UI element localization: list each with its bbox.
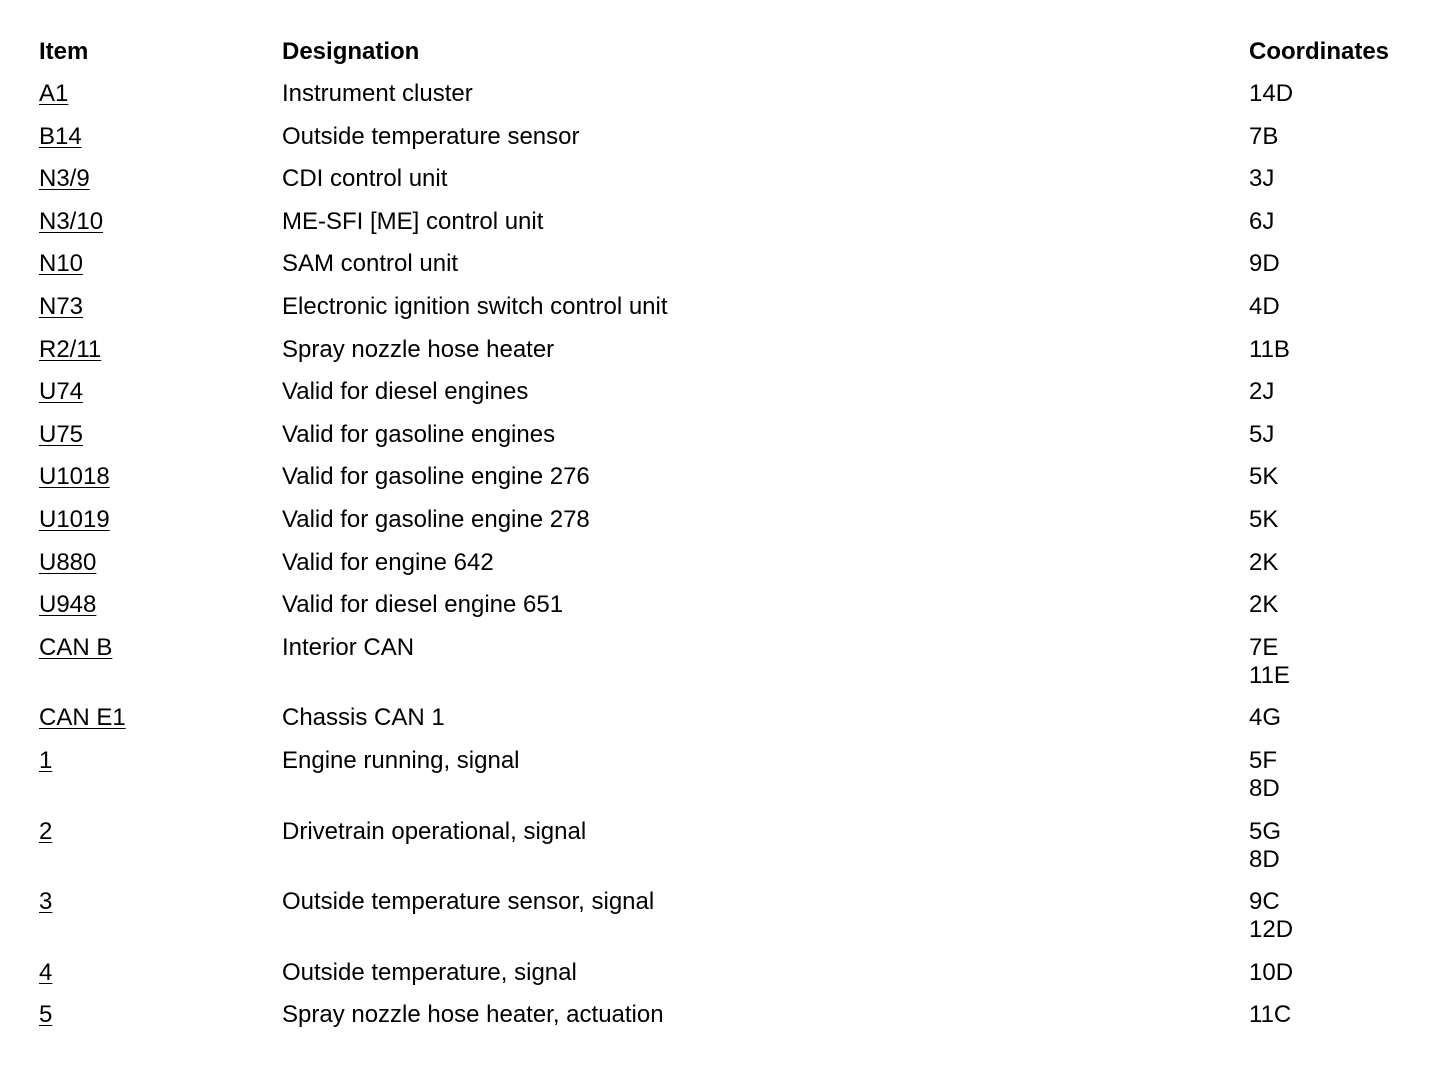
coordinate-value: 2K: [1249, 591, 1279, 619]
coordinates-cell: [1249, 378, 1419, 406]
designation-cell: Drivetrain operational, signal: [282, 817, 587, 845]
item-cell: [39, 336, 282, 364]
item-link[interactable]: CAN E1: [39, 704, 126, 732]
item-link[interactable]: 4: [39, 958, 53, 986]
designation-cell: Outside temperature sensor, signal: [282, 888, 655, 916]
coordinate-value: 14D: [1249, 80, 1294, 107]
item-cell: [39, 165, 282, 193]
coordinates-cell: [1249, 1001, 1419, 1029]
designation-cell: Interior CAN: [282, 633, 415, 661]
table-row: [39, 123, 1419, 166]
coordinates-cell: [1249, 818, 1419, 874]
coordinate-value: 9D: [1249, 250, 1280, 278]
coordinates-cell: [1249, 888, 1419, 944]
coordinate-value: 7E: [1249, 633, 1279, 661]
coordinates-cell: [1249, 421, 1419, 449]
table-header: [39, 38, 1419, 80]
designation-cell: ME-SFI [ME] control unit: [282, 207, 544, 235]
coordinate-value: 5G: [1249, 817, 1282, 845]
item-link[interactable]: B14: [39, 122, 82, 150]
item-cell: [39, 704, 282, 732]
coordinate-value: 11C: [1249, 1001, 1292, 1029]
coordinate-value: 8D: [1249, 774, 1280, 802]
coordinate-value: 5J: [1249, 420, 1275, 448]
item-cell: [39, 123, 282, 151]
table-row: [39, 506, 1419, 549]
item-link[interactable]: 2: [39, 817, 53, 845]
designation-cell: CDI control unit: [282, 165, 448, 193]
table-row: [39, 1001, 1419, 1044]
coordinate-value: 12D: [1249, 916, 1294, 944]
coordinates-cell: [1249, 634, 1419, 690]
item-link[interactable]: U948: [39, 591, 97, 619]
coordinates-cell: [1249, 506, 1419, 534]
item-cell: [39, 293, 282, 321]
coordinate-value: 11B: [1249, 335, 1290, 363]
table-row: [39, 293, 1419, 336]
designation-cell: Valid for gasoline engine 276: [282, 463, 590, 491]
designation-cell: Valid for gasoline engines: [282, 420, 556, 448]
designation-cell: SAM control unit: [282, 250, 459, 278]
item-link[interactable]: 1: [39, 746, 53, 774]
header-designation: Designation: [282, 38, 420, 65]
coordinates-cell: [1249, 959, 1419, 987]
coordinates-cell: [1249, 747, 1419, 803]
item-cell: [39, 747, 282, 775]
item-link[interactable]: U880: [39, 548, 97, 576]
table-row: [39, 250, 1419, 293]
designation-cell: Valid for gasoline engine 278: [282, 505, 590, 533]
item-cell: [39, 378, 282, 406]
coordinates-cell: [1249, 123, 1419, 151]
item-link[interactable]: U74: [39, 378, 84, 406]
item-cell: [39, 634, 282, 662]
table-row: [39, 888, 1419, 959]
coordinates-cell: [1249, 463, 1419, 491]
coordinates-cell: [1249, 549, 1419, 577]
table-row: [39, 549, 1419, 592]
table-body: [39, 80, 1419, 1044]
table-row: [39, 165, 1419, 208]
designation-cell: Chassis CAN 1: [282, 704, 445, 732]
designation-cell: Engine running, signal: [282, 746, 520, 774]
item-cell: [39, 250, 282, 278]
coordinate-value: 5F: [1249, 746, 1278, 774]
coordinate-value: 4G: [1249, 704, 1282, 732]
designation-cell: Outside temperature sensor: [282, 122, 580, 150]
item-link[interactable]: N3/10: [39, 207, 104, 235]
coordinates-cell: [1249, 165, 1419, 193]
item-cell: [39, 818, 282, 846]
item-link[interactable]: CAN B: [39, 633, 113, 661]
table-row: [39, 959, 1419, 1002]
item-cell: [39, 549, 282, 577]
coordinate-value: 2J: [1249, 378, 1275, 406]
header-coordinates: Coordinates: [1249, 38, 1390, 65]
designation-cell: Outside temperature, signal: [282, 958, 577, 986]
coordinates-cell: [1249, 80, 1419, 108]
item-link[interactable]: 3: [39, 888, 53, 916]
item-link[interactable]: 5: [39, 1001, 53, 1029]
table-row: [39, 208, 1419, 251]
table-row: [39, 704, 1419, 747]
item-cell: [39, 80, 282, 108]
item-cell: [39, 208, 282, 236]
item-link[interactable]: N73: [39, 292, 84, 320]
table-row: [39, 421, 1419, 464]
coordinate-value: 7B: [1249, 122, 1279, 150]
header-item: Item: [39, 38, 89, 65]
coordinates-cell: [1249, 704, 1419, 732]
item-link[interactable]: U1018: [39, 463, 110, 491]
item-link[interactable]: U75: [39, 420, 84, 448]
coordinate-value: 5K: [1249, 463, 1279, 491]
item-cell: [39, 888, 282, 916]
coordinate-value: 2K: [1249, 548, 1279, 576]
item-cell: [39, 421, 282, 449]
table-row: [39, 463, 1419, 506]
table-row: [39, 80, 1419, 123]
item-cell: [39, 959, 282, 987]
table-row: [39, 818, 1419, 889]
coordinate-value: 11E: [1249, 661, 1290, 689]
coordinates-cell: [1249, 591, 1419, 619]
designation-cell: Spray nozzle hose heater, actuation: [282, 1001, 664, 1029]
designation-cell: Electronic ignition switch control unit: [282, 292, 668, 320]
coordinates-cell: [1249, 250, 1419, 278]
table-row: [39, 634, 1419, 705]
designation-cell: Valid for diesel engine 651: [282, 591, 564, 619]
coordinate-value: 8D: [1249, 845, 1280, 873]
table-row: [39, 591, 1419, 634]
coordinates-cell: [1249, 336, 1419, 364]
coordinate-value: 10D: [1249, 958, 1294, 986]
item-cell: [39, 506, 282, 534]
coordinate-value: 6J: [1249, 207, 1275, 235]
item-link[interactable]: N10: [39, 250, 84, 278]
coordinates-cell: [1249, 208, 1419, 236]
item-cell: [39, 591, 282, 619]
item-link[interactable]: U1019: [39, 505, 110, 533]
designation-cell: Valid for diesel engines: [282, 378, 529, 406]
item-link[interactable]: A1: [39, 80, 69, 107]
legend-table: [39, 38, 1419, 1044]
item-link[interactable]: N3/9: [39, 165, 90, 193]
table-row: [39, 336, 1419, 379]
coordinate-value: 5K: [1249, 505, 1279, 533]
designation-cell: Spray nozzle hose heater: [282, 335, 555, 363]
coordinate-value: 4D: [1249, 292, 1280, 320]
table-row: [39, 747, 1419, 818]
item-link[interactable]: R2/11: [39, 335, 102, 363]
coordinates-cell: [1249, 293, 1419, 321]
coordinate-value: 3J: [1249, 165, 1275, 193]
item-cell: [39, 463, 282, 491]
designation-cell: Valid for engine 642: [282, 548, 494, 576]
table-row: [39, 378, 1419, 421]
designation-cell: Instrument cluster: [282, 80, 473, 107]
coordinate-value: 9C: [1249, 888, 1280, 916]
item-cell: [39, 1001, 282, 1029]
